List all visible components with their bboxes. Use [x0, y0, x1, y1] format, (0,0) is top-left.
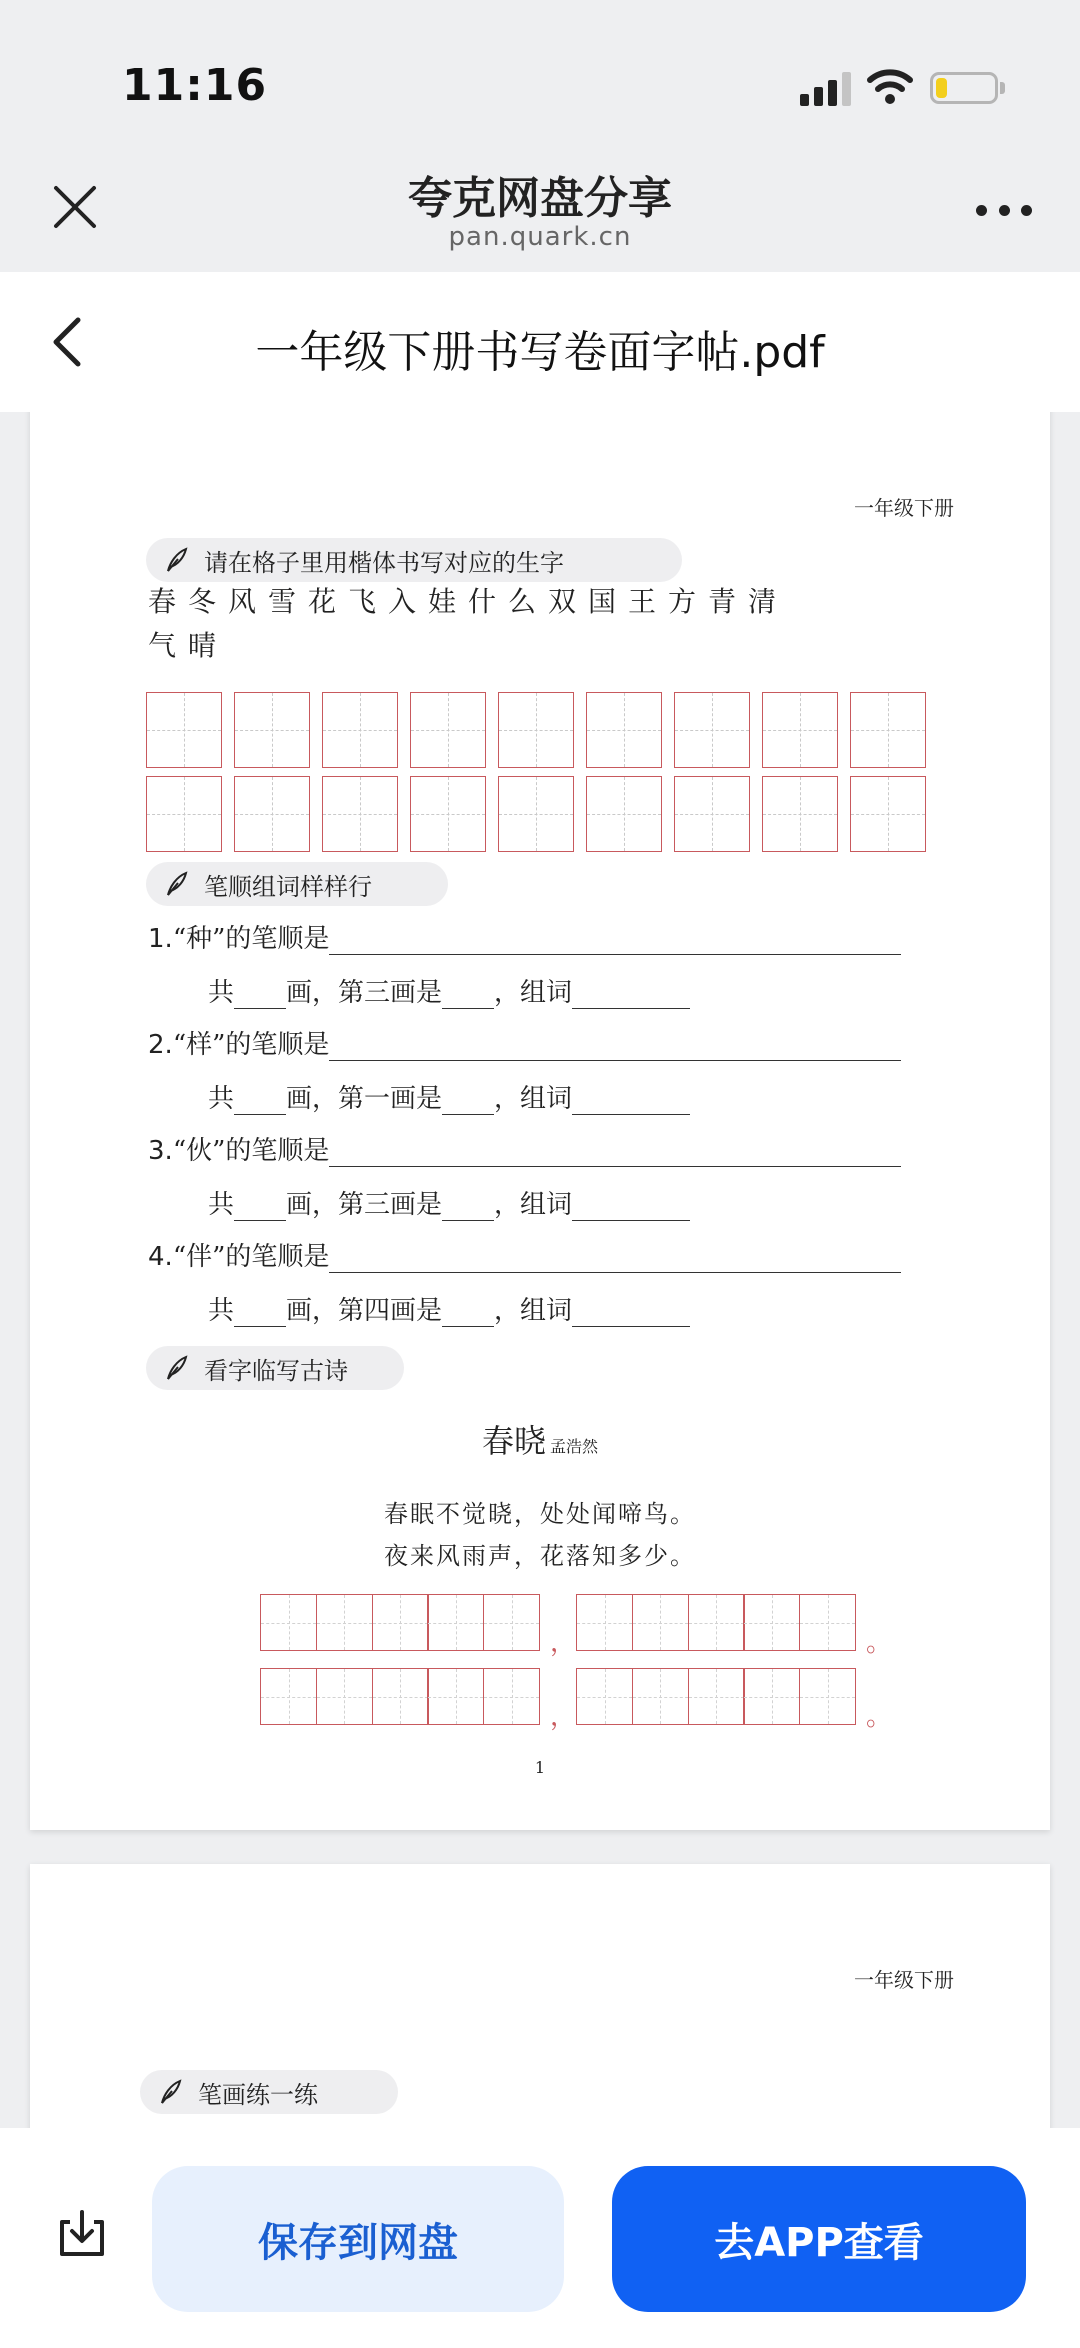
writing-cell[interactable]	[146, 692, 222, 768]
section-header-poem	[146, 1346, 404, 1390]
stroke-question-3: 3.“伙”的笔顺是	[148, 1130, 901, 1167]
writing-cell[interactable]	[688, 1668, 745, 1725]
poem-grid-1a	[260, 1594, 539, 1651]
poem-title: 春晓 孟浩然	[481, 1422, 599, 1460]
writing-cell[interactable]	[372, 1594, 429, 1651]
writing-cell[interactable]	[674, 692, 750, 768]
poem-line-2: 夜来风雨声，花落知多少。	[384, 1542, 696, 1570]
period-mark: 。	[866, 1702, 893, 1732]
writing-cell[interactable]	[427, 1668, 484, 1725]
cellular-signal-icon	[800, 72, 854, 106]
writing-cell[interactable]	[260, 1594, 317, 1651]
writing-cell[interactable]	[688, 1594, 745, 1651]
writing-cell[interactable]	[743, 1668, 800, 1725]
writing-cell[interactable]	[799, 1594, 856, 1651]
section-label: 笔画练一练	[198, 2080, 318, 2109]
writing-cell[interactable]	[483, 1668, 540, 1725]
writing-cell[interactable]	[576, 1668, 633, 1725]
poem-author: 孟浩然	[550, 1437, 599, 1456]
writing-cell[interactable]	[146, 776, 222, 852]
poem-grid-2b	[576, 1668, 855, 1725]
open-in-app-button[interactable]: 去APP查看	[612, 2166, 1026, 2312]
section-header-stroke-order	[146, 862, 448, 906]
save-to-drive-button[interactable]: 保存到网盘	[152, 2166, 564, 2312]
writing-grid-row-2	[146, 776, 926, 852]
writing-cell[interactable]	[762, 692, 838, 768]
writing-cell[interactable]	[322, 692, 398, 768]
section-label: 请在格子里用楷体书写对应的生字	[204, 548, 564, 577]
pen-icon	[164, 1355, 190, 1381]
document-title: 一年级下册书写卷面字帖.pdf	[255, 327, 825, 378]
status-bar	[0, 0, 1080, 150]
writing-cell[interactable]	[850, 692, 926, 768]
writing-cell[interactable]	[576, 1594, 633, 1651]
page-header: 一年级下册	[854, 1968, 954, 1992]
writing-cell[interactable]	[743, 1594, 800, 1651]
poem-grid-1b	[576, 1594, 855, 1651]
writing-cell[interactable]	[234, 776, 310, 852]
character-line-1: 春冬风雪花飞入娃什么双国王方青清	[148, 585, 789, 618]
section-header-writing	[146, 538, 682, 582]
writing-cell[interactable]	[498, 692, 574, 768]
writing-cell[interactable]	[762, 776, 838, 852]
comma-mark: ，	[550, 1628, 577, 1658]
download-icon[interactable]	[56, 2208, 108, 2260]
writing-cell[interactable]	[234, 692, 310, 768]
writing-cell[interactable]	[316, 1594, 373, 1651]
stroke-question-4: 4.“伴”的笔顺是	[148, 1236, 901, 1273]
stroke-subline-2: 共 画，第一画是 ，组词	[208, 1078, 690, 1115]
battery-nub	[1000, 82, 1005, 94]
bottom-action-bar	[0, 2128, 1080, 2348]
writing-cell[interactable]	[260, 1668, 317, 1725]
pdf-viewer[interactable]	[0, 412, 1080, 2128]
writing-cell[interactable]	[850, 776, 926, 852]
writing-cell[interactable]	[483, 1594, 540, 1651]
section-header-strokes	[140, 2070, 398, 2114]
writing-cell[interactable]	[586, 776, 662, 852]
comma-mark: ，	[550, 1702, 577, 1732]
writing-cell[interactable]	[632, 1668, 689, 1725]
writing-cell[interactable]	[586, 692, 662, 768]
page-header: 一年级下册	[854, 496, 954, 520]
battery-level-fill	[936, 78, 947, 98]
stroke-subline-4: 共 画，第四画是 ，组词	[208, 1290, 690, 1327]
pen-icon	[164, 547, 190, 573]
character-list	[148, 580, 848, 668]
writing-cell[interactable]	[316, 1668, 373, 1725]
section-label: 看字临写古诗	[204, 1356, 348, 1385]
site-url: pan.quark.cn	[448, 222, 632, 252]
writing-cell[interactable]	[799, 1668, 856, 1725]
document-header	[0, 272, 1080, 412]
writing-cell[interactable]	[322, 776, 398, 852]
poem-grid-2a	[260, 1668, 539, 1725]
status-time: 11:16	[122, 60, 268, 111]
writing-cell[interactable]	[410, 692, 486, 768]
pen-icon	[158, 2079, 184, 2105]
character-line-2: 气晴	[148, 629, 229, 662]
pen-icon	[164, 871, 190, 897]
writing-cell[interactable]	[427, 1594, 484, 1651]
stroke-subline-3: 共 画，第三画是 ，组词	[208, 1184, 690, 1221]
writing-cell[interactable]	[410, 776, 486, 852]
page-number: 1	[534, 1758, 546, 1777]
writing-cell[interactable]	[674, 776, 750, 852]
stroke-subline-1: 共 画，第三画是 ，组词	[208, 972, 690, 1009]
poem-line-1: 春眠不觉晓，处处闻啼鸟。	[384, 1500, 696, 1528]
writing-cell[interactable]	[632, 1594, 689, 1651]
wifi-icon	[866, 66, 914, 106]
writing-grid-row-1	[146, 692, 926, 768]
browser-header	[0, 150, 1080, 272]
stroke-question-1: 1.“种”的笔顺是	[148, 918, 901, 955]
more-options-icon[interactable]	[976, 200, 1032, 220]
site-title: 夸克网盘分享	[408, 173, 672, 224]
writing-cell[interactable]	[372, 1668, 429, 1725]
battery-icon	[930, 72, 998, 104]
writing-cell[interactable]	[498, 776, 574, 852]
section-label: 笔顺组词样样行	[204, 872, 372, 901]
pdf-page-1	[30, 412, 1050, 1830]
stroke-question-2: 2.“样”的笔顺是	[148, 1024, 901, 1061]
pdf-page-2	[30, 1864, 1050, 2128]
period-mark: 。	[866, 1628, 893, 1658]
